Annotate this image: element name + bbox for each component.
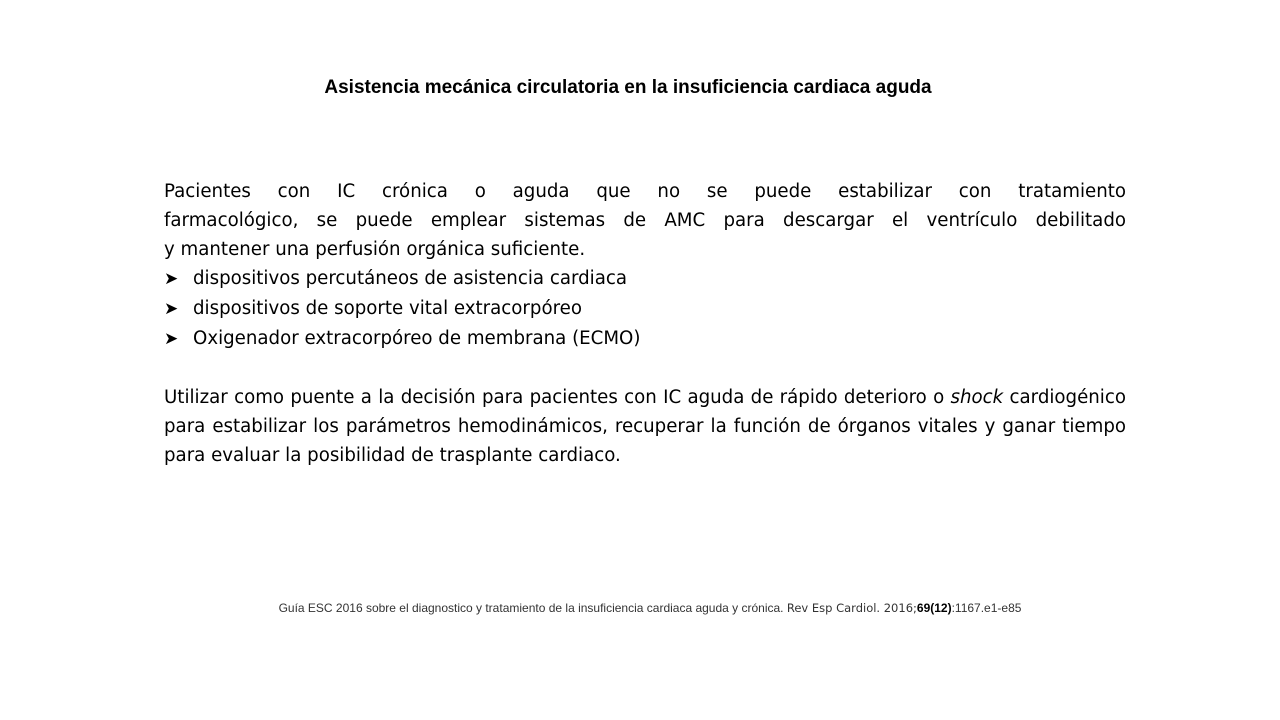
citation-pages: :1167.e1-e85 [951, 601, 1022, 615]
list-item-text: dispositivos percutáneos de asistencia cardiaca [193, 268, 628, 289]
list-item-text: dispositivos de soporte vital extracorpóreo [193, 298, 582, 319]
device-list [164, 264, 1126, 354]
citation-guide: Guía ESC 2016 sobre el diagnostico y tratamiento de la insuficiencia cardiaca aguda y crónica. [278, 601, 784, 615]
list-item [164, 264, 1126, 294]
usage-shock-term: shock [950, 387, 1004, 408]
citation-journal: Rev Esp Cardiol. 2016; [786, 601, 917, 615]
list-item [164, 294, 1126, 324]
paragraph-spacer [164, 354, 1126, 383]
intro-line-2: farmacológico, se puede emplear sistemas de AMC para descargar el ventrículo debilitado [164, 210, 1126, 231]
slide-body [164, 177, 1126, 470]
usage-paragraph [164, 383, 1126, 470]
usage-text-after: cardiogénico para estabilizar los parámetros hemodinámicos, recuperar la función de órganos vitales y ganar tiempo para evaluar la posibilidad de trasplante cardiaco. [164, 387, 1126, 466]
citation [0, 600, 1280, 616]
list-item-text: Oxigenador extracorpóreo de membrana (ECMO) [193, 328, 641, 349]
list-item [164, 324, 1126, 354]
arrowhead-bullet-icon: ➤ [164, 299, 179, 319]
arrowhead-bullet-icon: ➤ [164, 269, 179, 289]
intro-line-3: y mantener una perfusión orgánica suficiente. [164, 239, 586, 260]
citation-volume: 69(12) [916, 601, 952, 615]
intro-paragraph [164, 177, 1126, 264]
arrowhead-bullet-icon: ➤ [164, 329, 179, 349]
intro-line-1: Pacientes con IC crónica o aguda que no se puede estabilizar con tratamiento [164, 181, 1126, 202]
usage-text-before: Utilizar como puente a la decisión para pacientes con IC aguda de rápido deterioro o [164, 387, 945, 408]
slide-title: Asistencia mecánica circulatoria en la insuficiencia cardiaca aguda [324, 77, 932, 98]
